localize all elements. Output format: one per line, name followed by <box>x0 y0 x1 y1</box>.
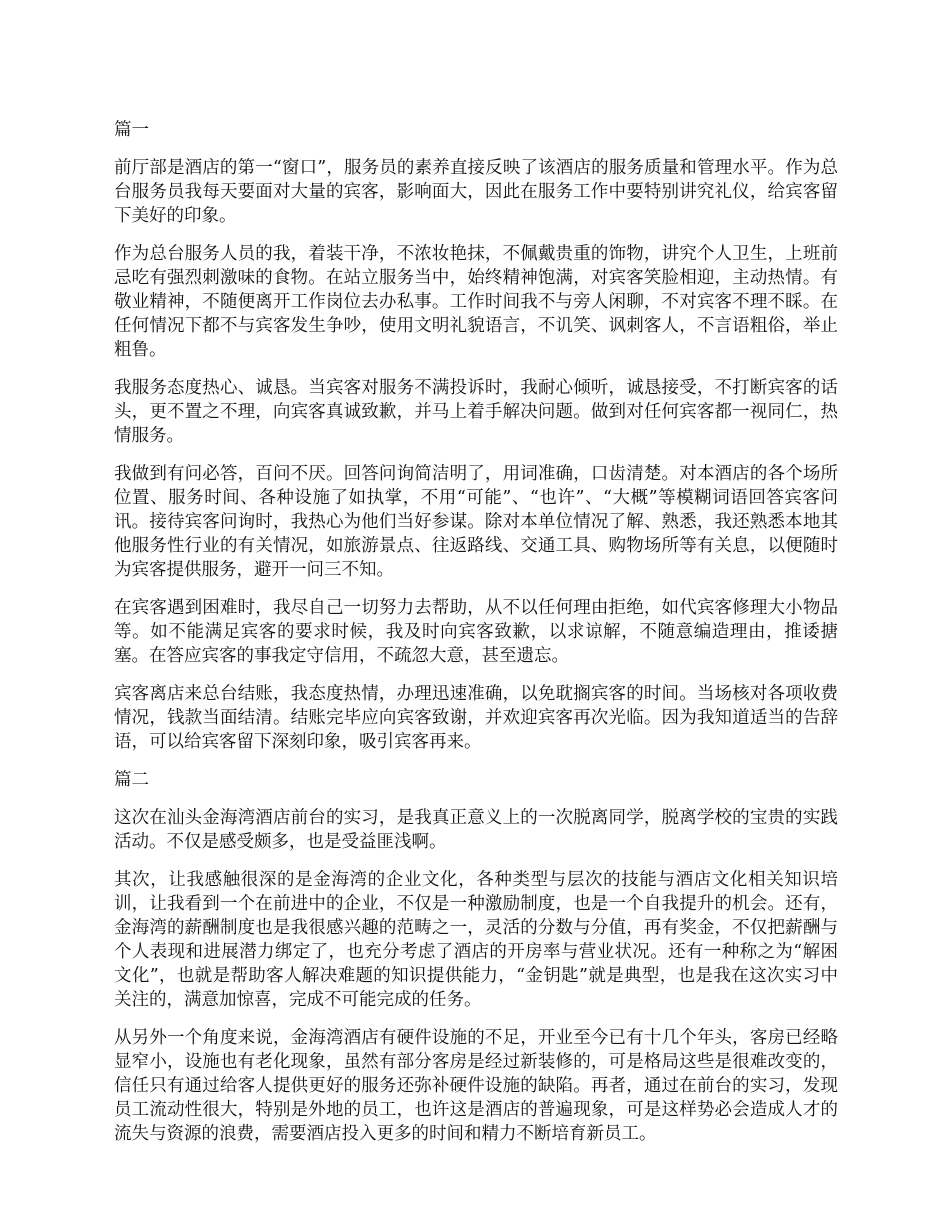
section-2 <box>114 768 838 1146</box>
paragraph: 从另外一个角度来说，金海湾酒店有硬件设施的不足，开业至今已有十几个年头，客房已经略显窄小，设施也有老化现象，虽然有部分客房是经过新装修的，可是格局这些是很难改变的，信任只有通过给客人提供更好的服务还弥补硬件设施的缺陷。再者，通过在前台的实习，发现员工流动性很大，特别是外地的员工，也许这是酒店的普遍现象，可是这样势必会造成人才的流失与资源的浪费，需要酒店投入更多的时间和精力不断培育新员工。 <box>114 1028 838 1144</box>
paragraph: 这次在汕头金海湾酒店前台的实习，是我真正意义上的一次脱离同学，脱离学校的宝贵的实践活动。不仅是感受颇多，也是受益匪浅啊。 <box>114 808 838 852</box>
section-1 <box>114 118 838 754</box>
paragraph: 我做到有问必答，百问不厌。回答问询简洁明了，用词准确，口齿清楚。对本酒店的各个场所位置、服务时间、各种设施了如执掌，不用“可能”、“也许”、“大概”等模糊词语回答宾客问讯。接待宾客问询时，我热心为他们当好参谋。除对本单位情况了解、熟悉，我还熟悉本地其他服务性行业的有关情况，如旅游景点、往返路线、交通工具、购物场所等有关息，以便随时为宾客提供服务，避开一问三不知。 <box>114 464 838 580</box>
paragraph: 作为总台服务人员的我，着装干净，不浓妆艳抹，不佩戴贵重的饰物，讲究个人卫生，上班前忌吃有强烈刺激味的食物。在站立服务当中，始终精神饱满，对宾客笑脸相迎，主动热情。有敬业精神，不随便离开工作岗位去办私事。工作时间我不与旁人闲聊，不对宾客不理不睬。在任何情况下都不与宾客发生争吵，使用文明礼貌语言，不讥笑、讽刺客人，不言语粗俗，举止粗鲁。 <box>114 244 838 360</box>
section-heading: 篇一 <box>114 120 149 140</box>
document-page <box>114 118 838 1160</box>
paragraph: 前厅部是酒店的第一“窗口”，服务员的素养直接反映了该酒店的服务质量和管理水平。作为总台服务员我每天要面对大量的宾客，影响面大，因此在服务工作中要特别讲究礼仪，给宾客留下美好的印象。 <box>114 158 838 226</box>
paragraph: 宾客离店来总台结账，我态度热情，办理迅速准确，以免耽搁宾客的时间。当场核对各项收费情况，钱款当面结清。结账完毕应向宾客致谢，并欢迎宾客再次光临。因为我知道适当的告辞语，可以给宾客留下深刻印象，吸引宾客再来。 <box>114 684 838 752</box>
paragraph: 我服务态度热心、诚恳。当宾客对服务不满投诉时，我耐心倾听，诚恳接受，不打断宾客的话头，更不置之不理，向宾客真诚致歉，并马上着手解决问题。做到对任何宾客都一视同仁，热情服务。 <box>114 378 838 446</box>
paragraph: 其次，让我感触很深的是金海湾的企业文化，各种类型与层次的技能与酒店文化相关知识培训，让我看到一个在前进中的企业，不仅是一种激励制度，也是一个自我提升的机会。还有，金海湾的薪酬制度也是我很感兴趣的范畴之一，灵活的分数与分值，再有奖金，不仅把薪酬与个人表现和进展潜力绑定了，也充分考虑了酒店的开房率与营业状况。还有一种称之为“解困文化”，也就是帮助客人解决难题的知识提供能力，“金钥匙”就是典型，也是我在这次实习中关注的，满意加惊喜，完成不可能完成的任务。 <box>114 870 838 1010</box>
section-heading: 篇二 <box>114 770 149 790</box>
paragraph: 在宾客遇到困难时，我尽自己一切努力去帮助，从不以任何理由拒绝，如代宾客修理大小物品等。如不能满足宾客的要求时候，我及时向宾客致歉，以求谅解，不随意编造理由，推诿搪塞。在答应宾客的事我定守信用，不疏忽大意，甚至遗忘。 <box>114 598 838 666</box>
